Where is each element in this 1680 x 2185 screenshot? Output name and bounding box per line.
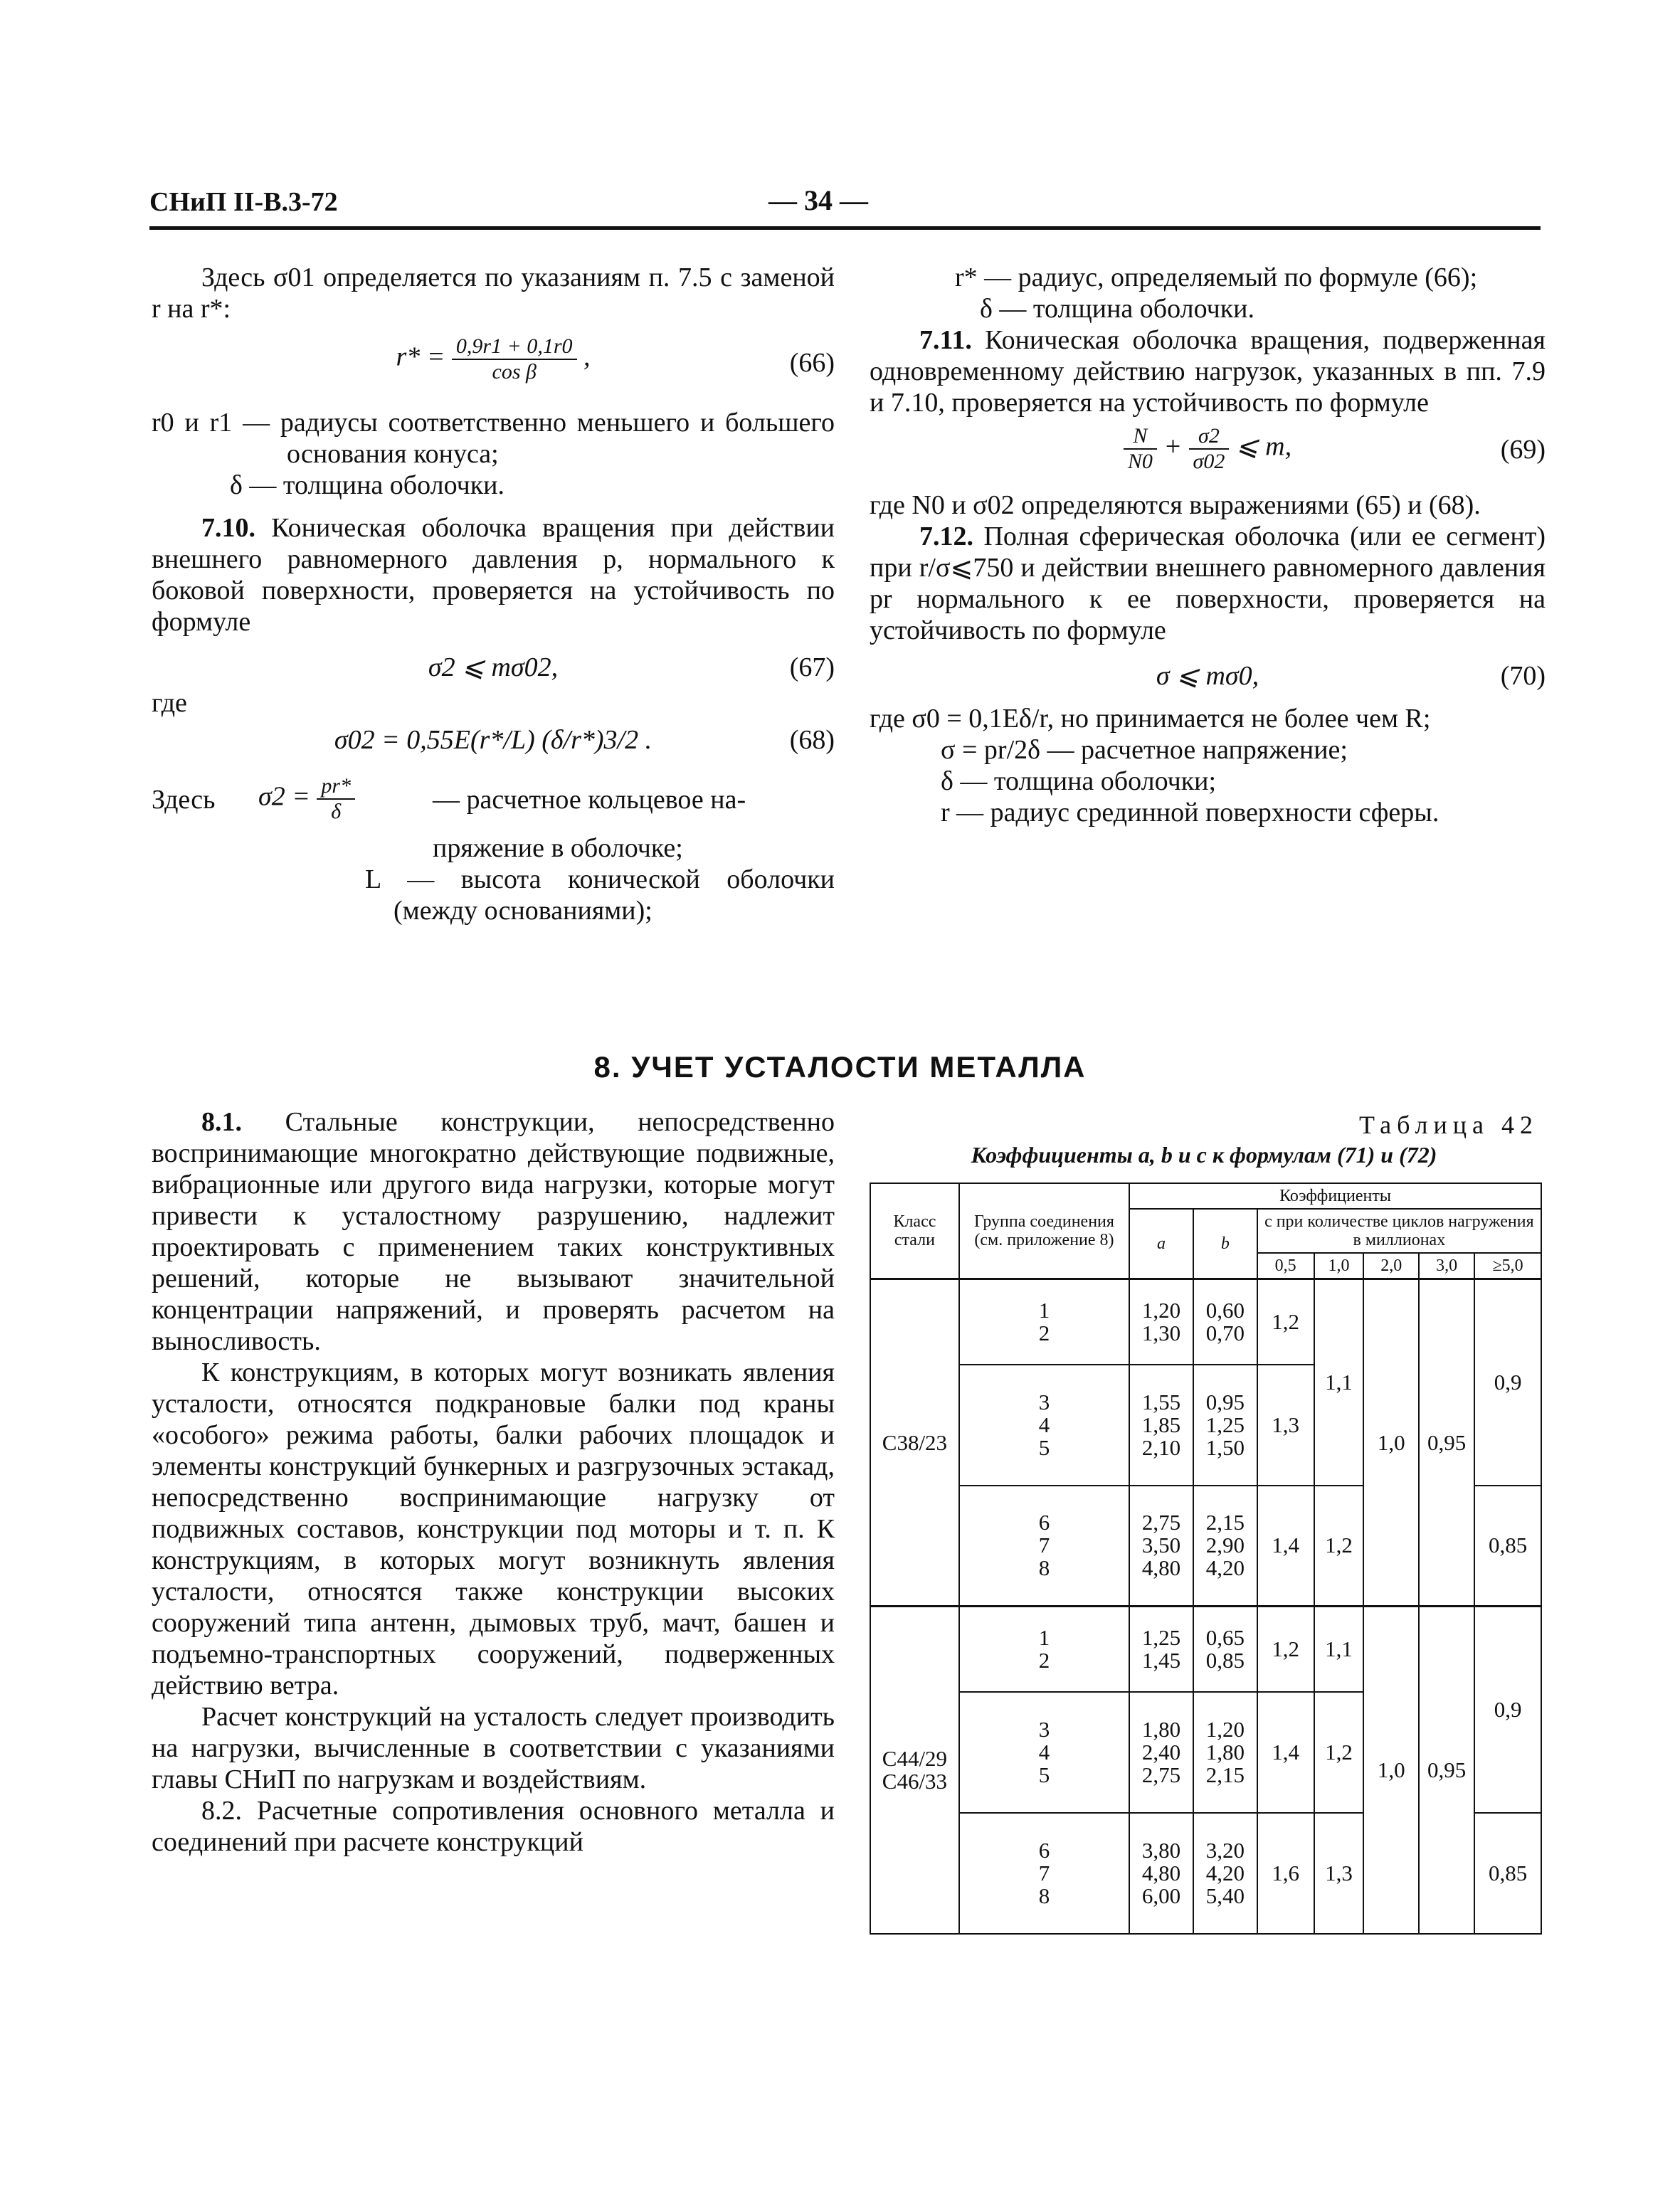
sigma2-denominator: δ: [331, 800, 342, 823]
header-steel-class: Класс стали: [870, 1183, 959, 1279]
clause-8-2-text: Расчетные сопротивления основного металла и соединений при расчете конструкций: [152, 1796, 835, 1857]
table-header-row-1: [870, 1183, 1541, 1209]
paragraph-8-1: [152, 1106, 835, 1357]
c-5-0: 0,9: [1474, 1279, 1541, 1486]
c-0-5: 1,2: [1257, 1607, 1314, 1692]
c-5-0: 0,85: [1474, 1486, 1541, 1607]
formula-69-n1: N: [1124, 424, 1157, 450]
formula-69-number: (69): [1500, 435, 1546, 465]
definition-delta: δ — толщина оболочки.: [230, 470, 504, 500]
formula-69-fraction-1: [1124, 424, 1157, 474]
section-title: 8. УЧЕТ УСТАЛОСТИ МЕТАЛЛА: [593, 1050, 1087, 1084]
formula-69-rest: ⩽ m,: [1235, 431, 1292, 462]
left-column-lower: [152, 1106, 835, 1858]
clause-7-10-number: 7.10.: [201, 513, 255, 543]
formula-70-number: (70): [1500, 661, 1546, 691]
header-c: c при количестве циклов нагружения в миллионах: [1257, 1209, 1541, 1253]
sigma2-fraction: [317, 774, 355, 824]
paragraph-7-12: [870, 521, 1546, 646]
b-values: 3,20 4,20 5,40: [1193, 1813, 1257, 1934]
sigma2-definition: [152, 774, 835, 828]
table-row: [870, 1279, 1541, 1365]
formula-69-fraction-2: [1189, 424, 1230, 474]
b-values: 0,65 0,85: [1193, 1607, 1257, 1692]
groups-1-2: 1 2: [959, 1279, 1129, 1365]
formula-70-expr: σ ⩽ mσ0,: [1156, 661, 1259, 691]
header-joint-group: Группа соединения (см. приложение 8): [959, 1183, 1129, 1279]
clause-7-11-number: 7.11.: [919, 325, 972, 355]
header-cycles-5-0: ≥5,0: [1474, 1253, 1541, 1279]
right-column-upper: [870, 262, 1546, 828]
steel-class-c44-c46: С44/29 С46/33: [870, 1607, 959, 1934]
a-values: 3,80 4,80 6,00: [1129, 1813, 1193, 1934]
c-2-0: 1,0: [1363, 1279, 1419, 1607]
steel-class-c38: С38/23: [870, 1279, 959, 1607]
formula-66-tail: ,: [583, 342, 591, 372]
groups-6-8: 6 7 8: [959, 1813, 1129, 1934]
formula-68-expr: σ02 = 0,55E(r*/L) (δ/r*)3/2 .: [334, 725, 653, 755]
sigma2-description-cont: пряжение в оболочке;: [433, 833, 683, 863]
formula-70: [870, 646, 1546, 703]
a-values: 1,25 1,45: [1129, 1607, 1193, 1692]
header-b: b: [1193, 1209, 1257, 1279]
a-values: 1,80 2,40 2,75: [1129, 1692, 1193, 1813]
paragraph-intro: Здесь σ01 определяется по указаниям п. 7.5 с заменой r на r*:: [152, 263, 835, 324]
left-column-upper: [152, 262, 835, 926]
formula-69-plus: +: [1163, 431, 1183, 462]
header-rule: [149, 226, 1541, 230]
clause-7-12-text: Полная сферическая оболочка (или ее сегмент) при r/σ⩽750 и действии внешнего равномерного давления pr нормального к ее поверхности, проверяется на устойчивость по формуле: [870, 522, 1546, 645]
c-1-0: 1,2: [1314, 1692, 1364, 1813]
formula-66: [152, 324, 835, 393]
c-5-0: 0,85: [1474, 1813, 1541, 1934]
page-number: — 34 —: [768, 184, 868, 216]
c-0-5: 1,2: [1257, 1279, 1314, 1365]
header-cycles-0-5: 0,5: [1257, 1253, 1314, 1279]
c-0-5: 1,4: [1257, 1692, 1314, 1813]
clause-7-10-text: Коническая оболочка вращения при действии внешнего равномерного давления p, нормального к боковой поверхности, проверяется на устойчивость по формуле: [152, 513, 835, 637]
formula-69-d2: σ02: [1193, 450, 1225, 473]
c-5-0: 0,9: [1474, 1607, 1541, 1813]
zdes-label: Здесь: [152, 785, 216, 815]
clause-7-12-number: 7.12.: [919, 522, 973, 551]
c-2-0: 1,0: [1363, 1607, 1419, 1934]
definition-r0-r1: r0 и r1 — радиусы соответственно меньшего и большего основания конуса;: [152, 408, 835, 469]
c-1-0: 1,2: [1314, 1486, 1364, 1607]
b-values: 2,15 2,90 4,20: [1193, 1486, 1257, 1607]
where-70-sigma: σ = pr/2δ — расчетное напряжение;: [941, 735, 1348, 765]
formula-67-expr: σ2 ⩽ mσ02,: [428, 652, 559, 682]
b-values: 1,20 1,80 2,15: [1193, 1692, 1257, 1813]
header-cycles-1-0: 1,0: [1314, 1253, 1364, 1279]
paragraph-8-1-c: Расчет конструкций на усталость следует производить на нагрузки, вычисленные в соответствии с указаниями главы СНиП по нагрузкам и воздействиям.: [152, 1702, 835, 1794]
table-caption: Коэффициенты a, b и c к формулам (71) и (72): [971, 1142, 1437, 1168]
header-coefficients: Коэффициенты: [1129, 1183, 1541, 1209]
formula-66-lhs: r* =: [396, 342, 445, 372]
c-3-0: 0,95: [1419, 1607, 1474, 1934]
formula-69-d1: N0: [1127, 450, 1153, 473]
c-1-0: 1,3: [1314, 1813, 1364, 1934]
groups-3-5: 3 4 5: [959, 1692, 1129, 1813]
where-70-r: r — радиус срединной поверхности сферы.: [941, 798, 1439, 827]
paragraph-8-1-b: К конструкциям, в которых могут возникать явления усталости, относятся подкрановые балки под краны «особого» режима работы, балки рабочих площадок и элементы конструкций бункерных и разгрузочных эстакад, непосредственно воспринимающие нагрузку от подвижных составов, конструкции под моторы и т. п. К конструкциям, в которых могут возникнуть явления усталости, относятся также конструкции высоких сооружений типа антенн, дымовых труб, мачт, башен и подъемно-транспортных сооружений, подверженных действию ветра.: [152, 1358, 835, 1700]
c-1-0: 1,1: [1314, 1607, 1364, 1692]
where-label: где: [152, 688, 187, 718]
c-0-5: 1,4: [1257, 1486, 1314, 1607]
clause-8-1-number: 8.1.: [201, 1107, 242, 1137]
coefficients-table: [870, 1183, 1542, 1935]
header-cycles-3-0: 3,0: [1419, 1253, 1474, 1279]
formula-66-denominator: cos β: [492, 360, 537, 383]
formula-69: [870, 418, 1546, 490]
b-values: 0,60 0,70: [1193, 1279, 1257, 1365]
formula-67-number: (67): [789, 652, 835, 682]
clause-8-2-number: 8.2.: [201, 1796, 242, 1826]
c-1-0: 1,1: [1314, 1279, 1364, 1486]
table-number: Таблица 42: [1359, 1111, 1538, 1139]
paragraph-7-10: [152, 512, 835, 637]
paragraph-7-11: [870, 324, 1546, 418]
clause-7-11-text: Коническая оболочка вращения, подверженная одновременному действию нагрузок, указанных в пп. 7.9 и 7.10, проверяется на устойчивость по формуле: [870, 325, 1546, 418]
header-a: a: [1129, 1209, 1193, 1279]
sigma2-description: — расчетное кольцевое на-: [433, 785, 746, 815]
sigma2-numerator: pr*: [317, 774, 355, 800]
formula-66-numerator: 0,9r1 + 0,1r0: [452, 334, 577, 360]
c-3-0: 0,95: [1419, 1279, 1474, 1607]
definition-L: L — высота конической оболочки (между основаниями);: [365, 864, 835, 926]
header-cycles-2-0: 2,0: [1363, 1253, 1419, 1279]
groups-1-2: 1 2: [959, 1607, 1129, 1692]
table-row: [870, 1607, 1541, 1692]
c-0-5: 1,3: [1257, 1365, 1314, 1486]
sigma2-lhs: σ2 =: [258, 781, 310, 812]
formula-66-number: (66): [789, 348, 835, 378]
groups-6-8: 6 7 8: [959, 1486, 1129, 1607]
where-70-delta: δ — толщина оболочки;: [941, 766, 1217, 796]
where-70-sigma0: где σ0 = 0,1Eδ/r, но принимается не более чем R;: [870, 704, 1431, 734]
definition-delta-2: δ — толщина оболочки.: [980, 294, 1254, 324]
a-values: 1,55 1,85 2,10: [1129, 1365, 1193, 1486]
b-values: 0,95 1,25 1,50: [1193, 1365, 1257, 1486]
formula-68-number: (68): [789, 725, 835, 755]
definition-r-star: r* — радиус, определяемый по формуле (66);: [955, 263, 1478, 292]
paragraph-8-2: [152, 1795, 835, 1858]
groups-3-5: 3 4 5: [959, 1365, 1129, 1486]
formula-66-fraction: [452, 334, 577, 384]
c-0-5: 1,6: [1257, 1813, 1314, 1934]
clause-8-1-text: Стальные конструкции, непосредственно воспринимающие многократно действующие подвижные, вибрационные или другого вида нагрузки, которые могут привести к усталостному разрушению, надлежит проектировать с применением таких конструктивных решений, которые не вызывают значительной концентрации напряжений, и проверять расчетом на выносливость.: [152, 1107, 835, 1356]
formula-68: [152, 719, 835, 770]
where-69: где N0 и σ02 определяются выражениями (65) и (68).: [870, 490, 1481, 520]
formula-67: [152, 637, 835, 687]
formula-69-n2: σ2: [1189, 424, 1230, 450]
document-code: СНиП II-В.3-72: [149, 187, 338, 217]
a-values: 1,20 1,30: [1129, 1279, 1193, 1365]
a-values: 2,75 3,50 4,80: [1129, 1486, 1193, 1607]
